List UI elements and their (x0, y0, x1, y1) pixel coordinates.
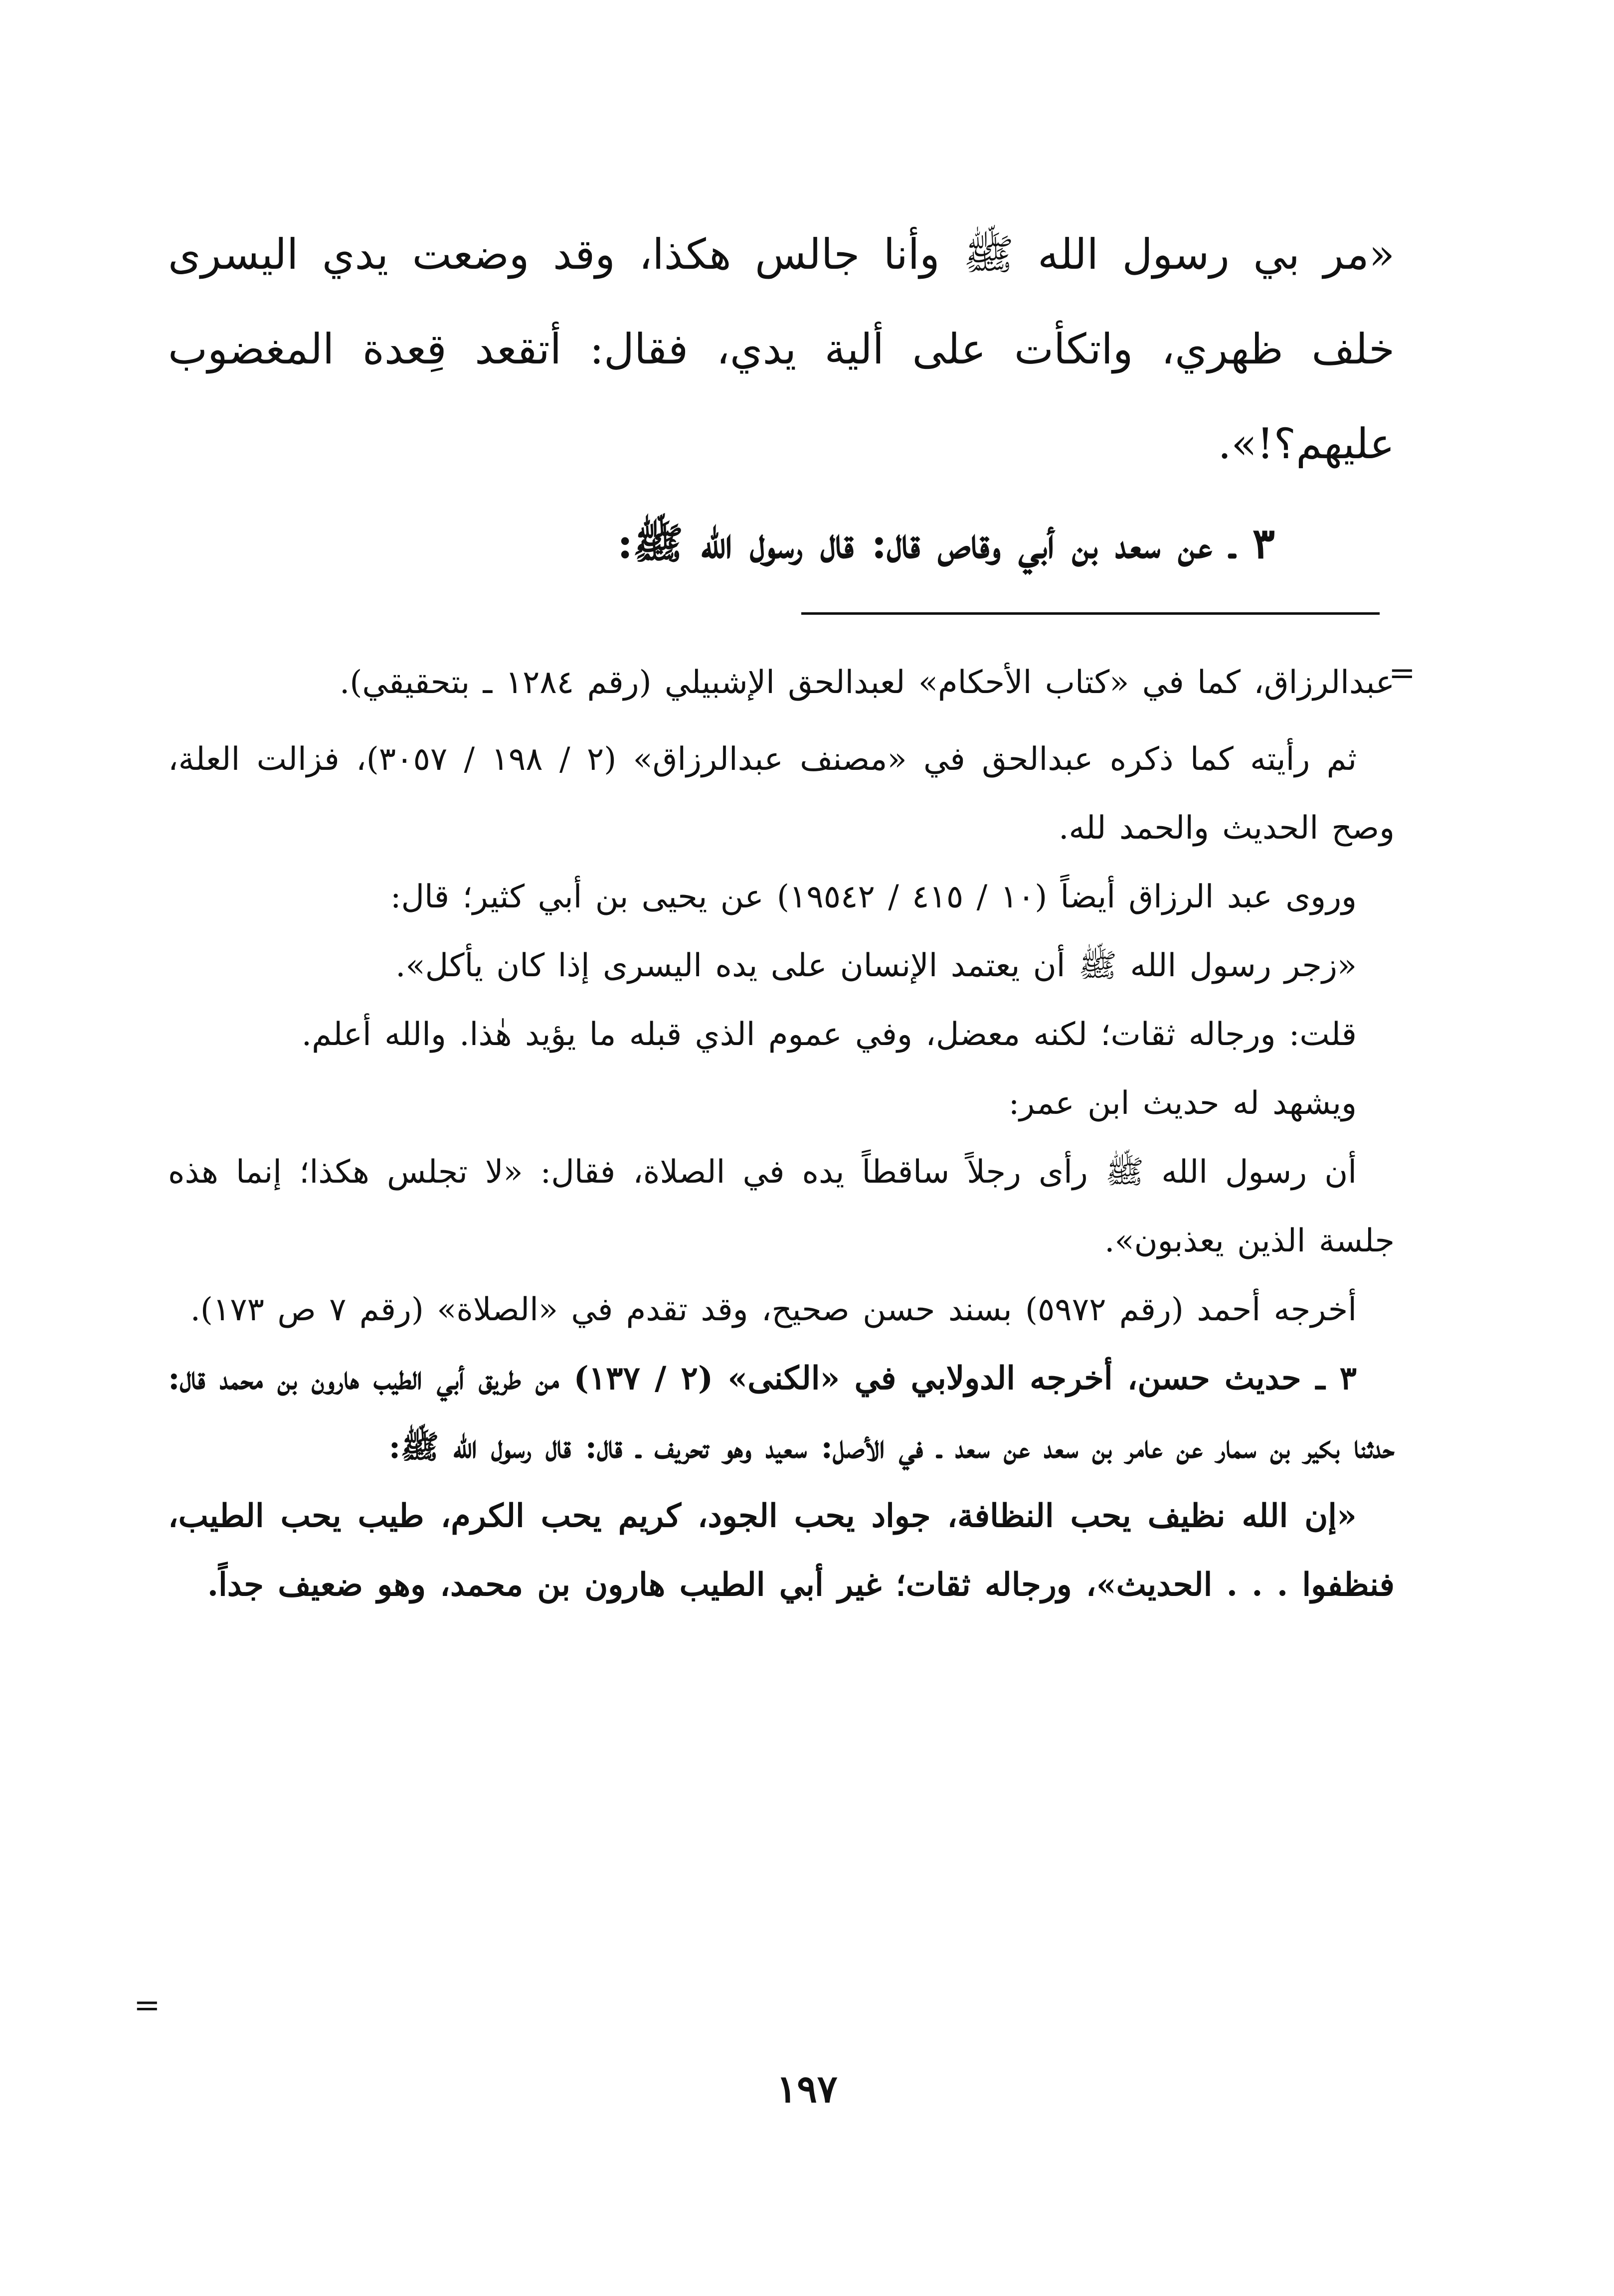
footnote-paragraph: وروى عبد الرزاق أيضاً (١٠ / ٤١٥ / ١٩٥٤٢) عن يحيى بن أبي كثير؛ قال: (390, 879, 1357, 915)
page-number: ١٩٧ (776, 2067, 838, 2111)
footnote-paragraph: قلت: ورجاله ثقات؛ لكنه معضل، وفي عموم الذي قبله ما يؤيد هٰذا. والله أعلم. (301, 1016, 1357, 1053)
footnote-continuation-mark-bottom: = (134, 1987, 161, 2024)
footnotes (168, 648, 1395, 1619)
footnote-separator (801, 612, 1380, 615)
main-text (168, 207, 1395, 591)
hadith-heading: ٣ ـ عن سعد بن أبي وقاص قال: قال رسول الله ﷺ: (617, 519, 1275, 568)
footnote-paragraph: ٣ ـ حديث حسن، أخرجه الدولابي في «الكنى» (٢ / ١٣٧) من طريق أبي الطيب هارون بن محمد قال: حدثنا بكير بن سمار عن عامر بن سعد عن سعد ـ في الأصل: سعيد وهو تحريف ـ قال: قال رسول الله ﷺ: (168, 1360, 1395, 1466)
footnote-quote: أن رسول الله ﷺ رأى رجلاً ساقطاً يده في الصلاة، فقال: «لا تجلس هكذا؛ إنما هذه جلسة الذين يعذبون». (168, 1154, 1395, 1259)
footnote-paragraph: ويشهد له حديث ابن عمر: (1008, 1085, 1357, 1122)
footnote-continuation-mark-top: = (1389, 655, 1416, 692)
footnote-quote: «إن الله نظيف يحب النظافة، جواد يحب الجود، كريم يحب الكرم، طيب يحب الطيب، فنظفوا . . . الحديث»، ورجاله ثقات؛ غير أبي الطيب هارون بن محمد، وهو ضعيف جداً. (168, 1497, 1395, 1603)
footnote-quote: «زجر رسول الله ﷺ أن يعتمد الإنسان على يده اليسرى إذا كان يأكل». (395, 947, 1357, 984)
main-paragraph: «مر بي رسول الله ﷺ وأنا جالس هكذا، وقد وضعت يدي اليسرى خلف ظهري، واتكأت على ألية يدي، فقال: أتقعد قِعدة المغضوب عليهم؟!». (168, 230, 1395, 468)
footnote-paragraph: أخرجه أحمد (رقم ٥٩٧٢) بسند حسن صحيح، وقد تقدم في «الصلاة» (رقم ٧ ص ١٧٣). (190, 1291, 1357, 1328)
footnote-paragraph: ثم رأيته كما ذكره عبدالحق في «مصنف عبدالرزاق» (٢ / ١٩٨ / ٣٠٥٧)، فزالت العلة، وصح الحديث والحمد لله. (168, 741, 1395, 847)
footnote-line: عبدالرزاق، كما في «كتاب الأحكام» لعبدالحق الإشبيلي (رقم ١٢٨٤ ـ بتحقيقي). (340, 664, 1395, 701)
